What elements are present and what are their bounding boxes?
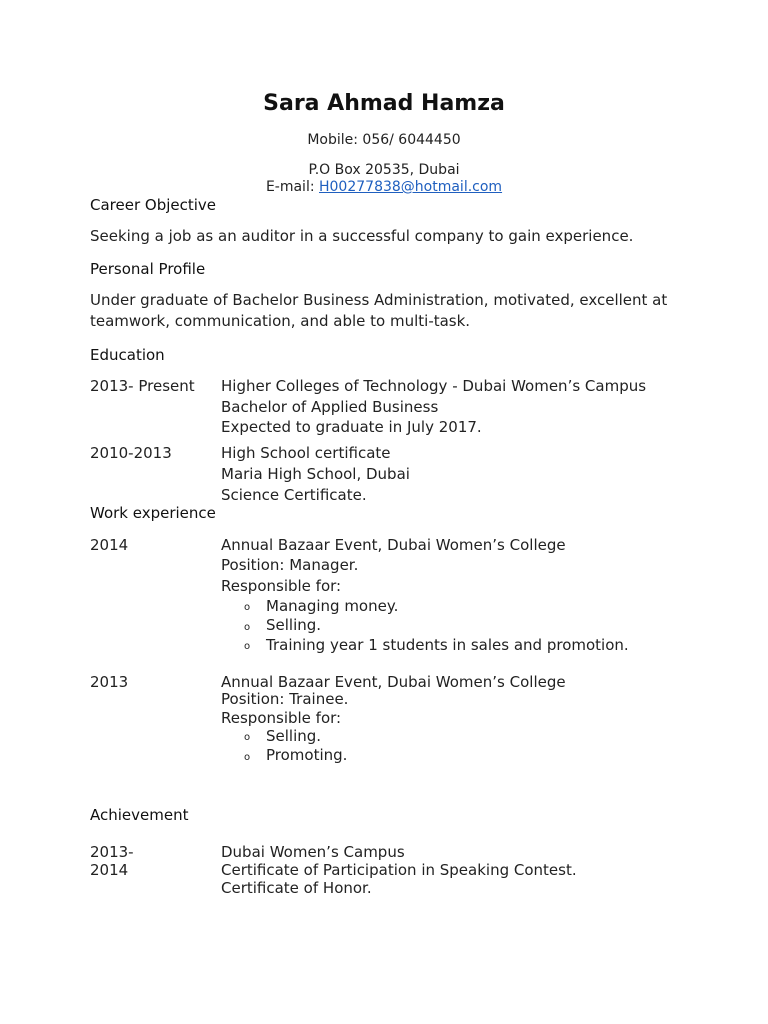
education-line: Bachelor of Applied Business (221, 398, 439, 416)
bullet-icon: o (244, 752, 251, 763)
work-responsible: Responsible for: (221, 577, 342, 595)
email-link[interactable]: H00277838@hotmail.com (319, 179, 503, 195)
work-bullet-item: Selling. (266, 616, 322, 634)
education-date: 2013- Present (90, 377, 195, 395)
career-objective-heading: Career Objective (90, 196, 217, 214)
work-experience-heading: Work experience (90, 504, 216, 522)
work-responsible: Responsible for: (221, 709, 342, 727)
personal-profile-line: Under graduate of Bachelor Business Administration, motivated, excellent at (90, 291, 668, 309)
personal-profile-line: teamwork, communication, and able to multi-task. (90, 312, 471, 330)
bullet-icon: o (244, 641, 251, 652)
mobile-line: Mobile: 056/ 6044450 (307, 132, 461, 148)
education-heading: Education (90, 346, 165, 364)
bullet-icon: o (244, 622, 251, 633)
email-label: E-mail: (265, 179, 319, 195)
education-date: 2010-2013 (90, 444, 172, 462)
bullet-icon: o (244, 602, 251, 613)
education-line: Science Certificate. (221, 486, 367, 504)
work-bullet-item: Selling. (266, 727, 322, 745)
bullet-icon: o (244, 732, 251, 743)
achievement-heading: Achievement (90, 806, 189, 824)
education-line: Expected to graduate in July 2017. (221, 418, 482, 436)
work-bullet-item: Managing money. (266, 597, 399, 615)
achievement-date: 2013- (90, 843, 134, 861)
work-date: 2014 (90, 536, 129, 554)
work-event: Annual Bazaar Event, Dubai Women’s College (221, 536, 566, 554)
work-bullet-item: Promoting. (266, 746, 348, 764)
achievement-line: Dubai Women’s Campus (221, 843, 405, 861)
achievement-line: Certificate of Honor. (221, 879, 372, 897)
career-objective-text: Seeking a job as an auditor in a successful company to gain experience. (90, 227, 634, 245)
education-line: Higher Colleges of Technology - Dubai Women’s Campus (221, 377, 647, 395)
achievement-date: 2014 (90, 861, 129, 879)
work-event: Annual Bazaar Event, Dubai Women’s College (221, 673, 566, 691)
work-position: Position: Trainee. (221, 690, 349, 708)
work-position: Position: Manager. (221, 556, 359, 574)
address-line: P.O Box 20535, Dubai (308, 162, 460, 178)
education-line: High School certificate (221, 444, 391, 462)
achievement-line: Certificate of Participation in Speaking Contest. (221, 861, 577, 879)
resume-name: Sara Ahmad Hamza (263, 91, 505, 116)
work-bullet-item: Training year 1 students in sales and promotion. (266, 636, 629, 654)
personal-profile-heading: Personal Profile (90, 260, 206, 278)
email-line (0, 179, 768, 195)
education-line: Maria High School, Dubai (221, 465, 410, 483)
work-date: 2013 (90, 673, 129, 691)
